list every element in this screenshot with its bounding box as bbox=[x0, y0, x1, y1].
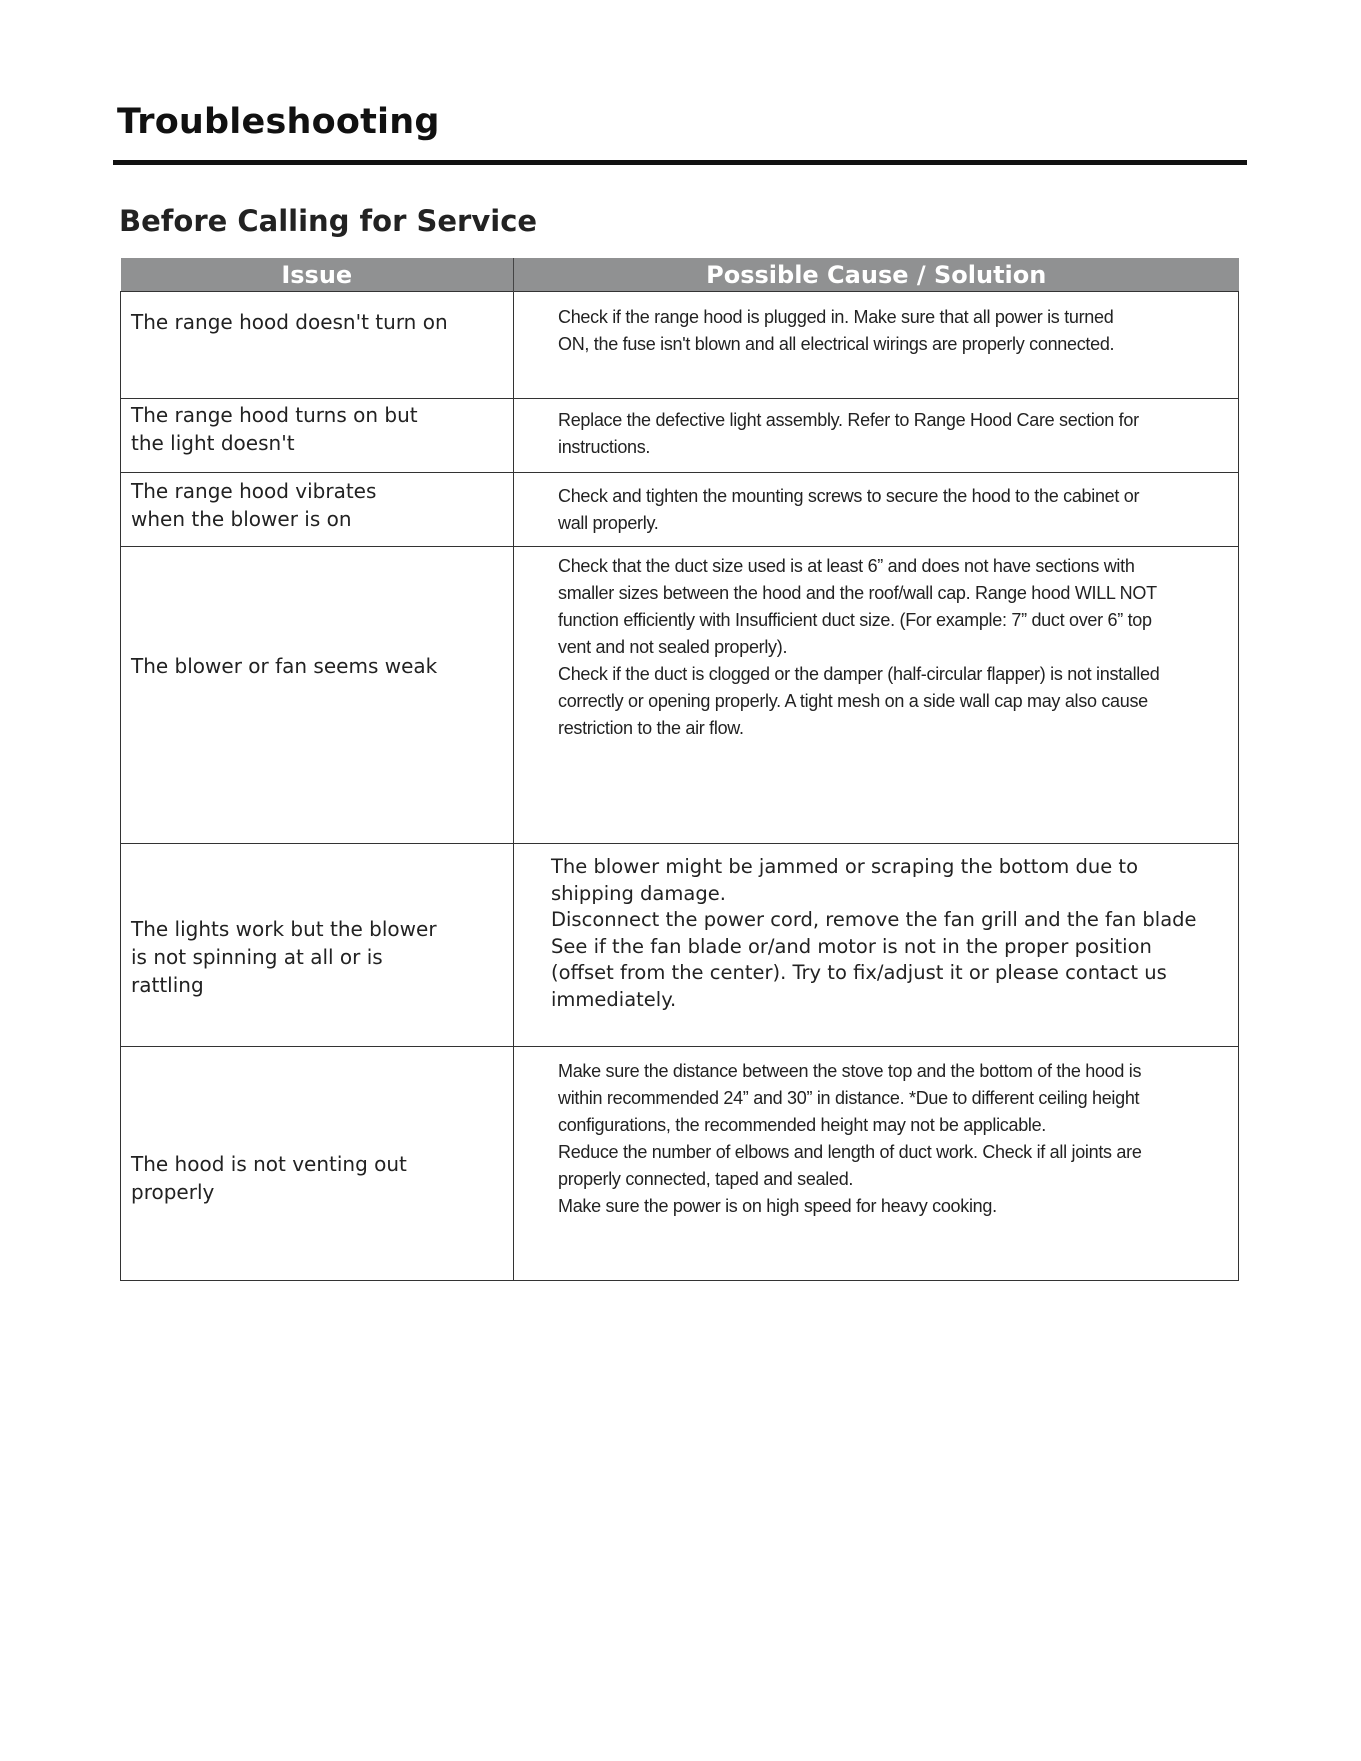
issue-column-header: Issue bbox=[121, 258, 514, 292]
issue-cell bbox=[121, 1047, 514, 1281]
solution-cell bbox=[514, 292, 1239, 399]
table-row bbox=[121, 844, 1239, 1047]
table-row bbox=[121, 547, 1239, 844]
title-divider bbox=[113, 160, 1247, 165]
issue-text: The blower or fan seems weak bbox=[131, 654, 438, 678]
solution-text: Make sure the distance between the stove top and the bottom of the hood is within recommended 24” and 30” in distance. *Due to different ceiling height configurations, the recommended height may not be applicable. Reduce the number of elbows and length of duct work. Check if all joints are properly connected, taped and sealed. Make sure the power is on high speed for heavy cooking. bbox=[558, 1061, 1142, 1216]
issue-cell bbox=[121, 844, 514, 1047]
solution-text: Check if the range hood is plugged in. Make sure that all power is turned ON, the fuse isn't blown and all electrical wirings are properly connected. bbox=[558, 307, 1115, 354]
issue-text: The range hood vibrates when the blower is on bbox=[131, 479, 377, 531]
table-row bbox=[121, 399, 1239, 473]
table-header-row bbox=[121, 258, 1239, 292]
solution-cell bbox=[514, 844, 1239, 1047]
troubleshooting-table bbox=[120, 258, 1239, 1281]
issue-cell bbox=[121, 292, 514, 399]
solution-column-header: Possible Cause / Solution bbox=[514, 258, 1239, 292]
solution-text: Replace the defective light assembly. Refer to Range Hood Care section for instructions. bbox=[558, 410, 1139, 457]
table-row bbox=[121, 473, 1239, 547]
issue-text: The hood is not venting out properly bbox=[131, 1152, 407, 1204]
solution-text: Check and tighten the mounting screws to secure the hood to the cabinet or wall properly. bbox=[558, 486, 1140, 533]
table-row bbox=[121, 292, 1239, 399]
page-title: Troubleshooting bbox=[117, 102, 440, 142]
section-title: Before Calling for Service bbox=[119, 204, 538, 238]
issue-cell bbox=[121, 473, 514, 547]
table-row bbox=[121, 1047, 1239, 1281]
issue-cell bbox=[121, 547, 514, 844]
solution-text: Check that the duct size used is at least 6” and does not have sections with smaller sizes between the hood and the roof/wall cap. Range hood WILL NOT function efficiently with Insufficient duct size. (For example: 7” duct over 6” top vent and not sealed properly). Check if the duct is clogged or the damper (half-circular flapper) is not installed correctly or opening properly. A tight mesh on a side wall cap may also cause restriction to the air flow. bbox=[558, 556, 1160, 738]
issue-text: The lights work but the blower is not spinning at all or is rattling bbox=[131, 917, 437, 997]
issue-text: The range hood doesn't turn on bbox=[131, 310, 448, 334]
solution-cell bbox=[514, 473, 1239, 547]
issue-cell bbox=[121, 399, 514, 473]
issue-text: The range hood turns on but the light doesn't bbox=[131, 403, 418, 455]
solution-cell bbox=[514, 1047, 1239, 1281]
solution-text: The blower might be jammed or scraping the bottom due to shipping damage. Disconnect the power cord, remove the fan grill and the fan blade See if the fan blade or/and motor is not in the proper position (offset from the center). Try to fix/adjust it or please contact us immediately. bbox=[551, 855, 1197, 1011]
solution-cell bbox=[514, 399, 1239, 473]
solution-cell bbox=[514, 547, 1239, 844]
